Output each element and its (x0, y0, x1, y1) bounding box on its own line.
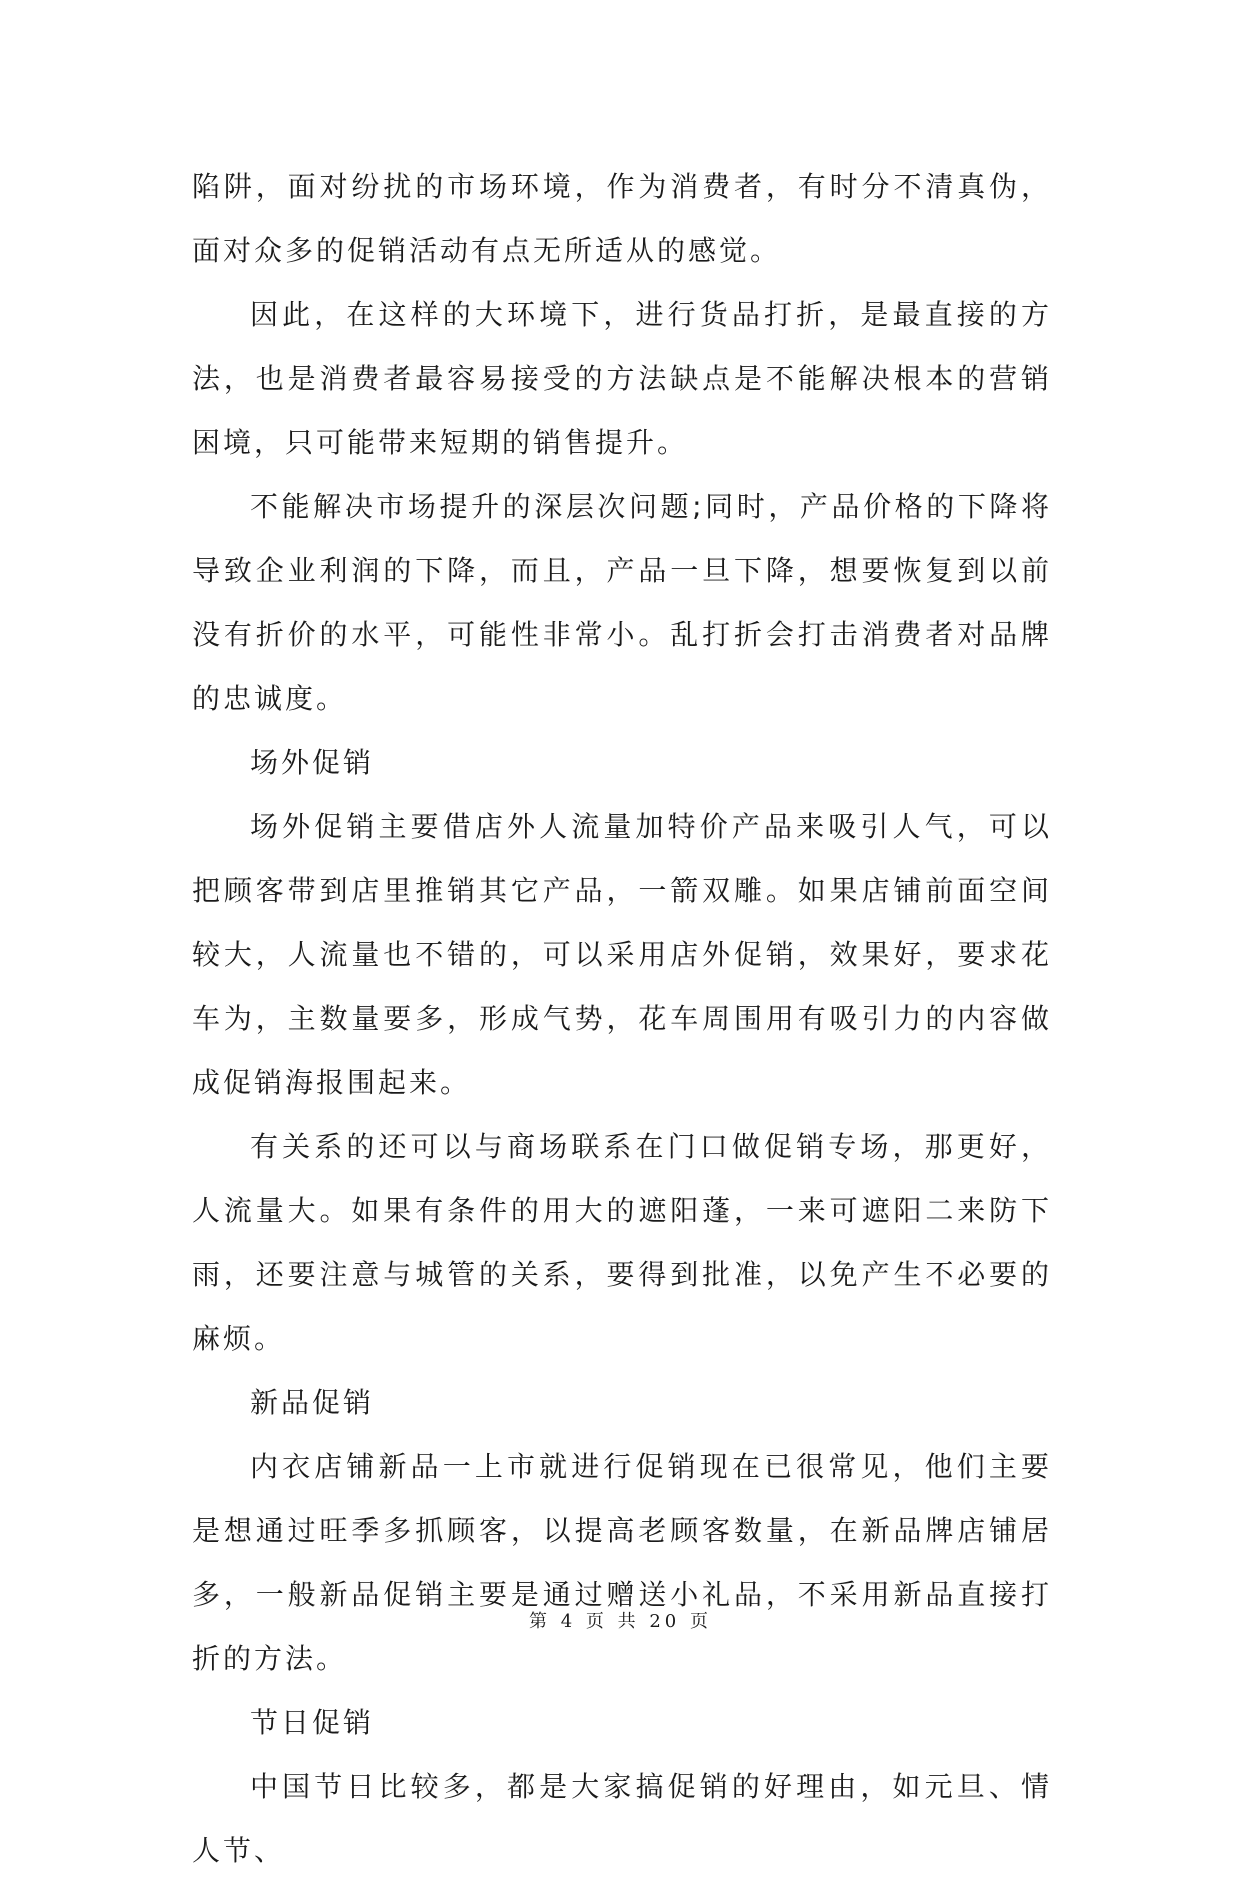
section-heading-holiday-promotion: 节日促销 (250, 1706, 375, 1739)
paragraph-discount-method: 因此，在这样的大环境下，进行货品打折，是最直接的方法，也是消费者最容易接受的方法缺点是不能解决根本的营销困境，只可能带来短期的销售提升。 (192, 298, 1052, 459)
paragraph-outdoor-promotion: 场外促销主要借店外人流量加特价产品来吸引人气，可以把顾客带到店里推销其它产品，一箭双雕。如果店铺前面空间较大，人流量也不错的，可以采用店外促销，效果好，要求花车为，主数量要多，形成气势，花车周围用有吸引力的内容做成促销海报围起来。 (192, 810, 1052, 1099)
paragraph-price-drop-risk: 不能解决市场提升的深层次问题;同时，产品价格的下降将导致企业利润的下降，而且，产品一旦下降，想要恢复到以前没有折价的水平，可能性非常小。乱打折会打击消费者对品牌的忠诚度。 (192, 490, 1052, 715)
paragraph-holiday-promotion: 中国节日比较多，都是大家搞促销的好理由，如元旦、情人节、 (192, 1770, 1052, 1867)
paragraph-mall-cooperation: 有关系的还可以与商场联系在门口做促销专场，那更好，人流量大。如果有条件的用大的遮阳蓬，一来可遮阳二来防下雨，还要注意与城管的关系，要得到批准，以免产生不必要的麻烦。 (192, 1130, 1052, 1355)
page-number-footer: 第 4 页 共 20 页 (529, 1611, 712, 1632)
paragraph-continuation: 陷阱，面对纷扰的市场环境，作为消费者，有时分不清真伪，面对众多的促销活动有点无所适从的感觉。 (192, 170, 1052, 267)
paragraph-new-product-promotion: 内衣店铺新品一上市就进行促销现在已很常见，他们主要是想通过旺季多抓顾客，以提高老顾客数量，在新品牌店铺居多，一般新品促销主要是通过赠送小礼品，不采用新品直接打折的方法。 (192, 1450, 1052, 1675)
section-heading-new-product-promotion: 新品促销 (250, 1386, 375, 1419)
section-heading-outdoor-promotion: 场外促销 (250, 746, 375, 779)
